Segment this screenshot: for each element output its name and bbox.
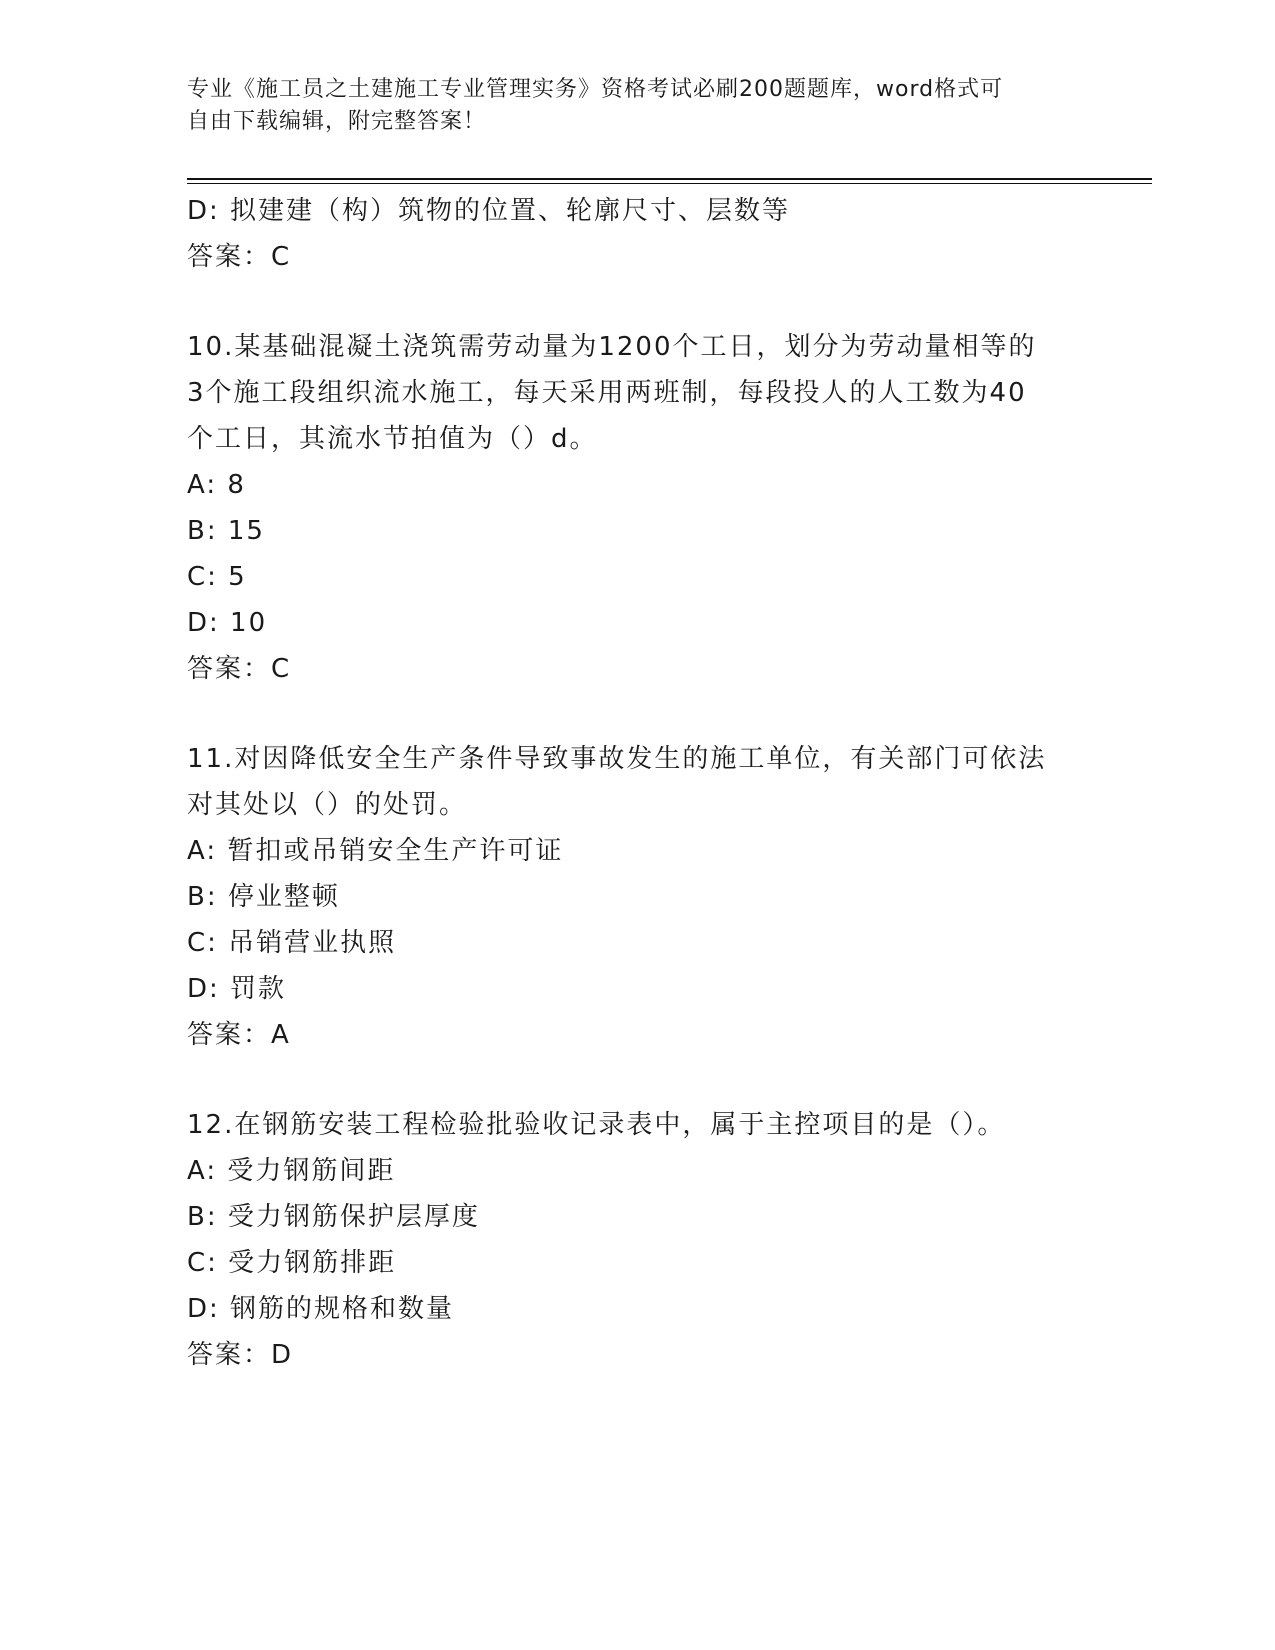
option-d: D: 罚款 <box>187 974 287 1004</box>
document-header <box>187 74 1067 138</box>
question-stem-line: 12.在钢筋安装工程检验批验收记录表中，属于主控项目的是（）。 <box>187 1110 1006 1140</box>
header-divider-thin <box>187 183 1152 184</box>
answer: 答案：A <box>187 1020 291 1050</box>
question-list <box>187 188 1107 1378</box>
option-d: D: 拟建建（构）筑物的位置、轮廓尺寸、层数等 <box>187 196 791 226</box>
answer: 答案：C <box>187 654 292 684</box>
question-stem-line: 11.对因降低安全生产条件导致事故发生的施工单位，有关部门可依法 <box>187 744 1047 774</box>
option-b: B: 受力钢筋保护层厚度 <box>187 1202 480 1232</box>
spacer <box>187 1058 1107 1102</box>
spacer <box>187 280 1107 324</box>
question-stem-line: 3个施工段组织流水施工，每天采用两班制，每段投人的人工数为40 <box>187 378 1027 408</box>
answer: 答案：D <box>187 1340 294 1370</box>
option-b: B: 15 <box>187 516 265 546</box>
option-a: A: 受力钢筋间距 <box>187 1156 396 1186</box>
option-d: D: 钢筋的规格和数量 <box>187 1294 455 1324</box>
question-9-tail <box>187 188 1107 280</box>
question-12 <box>187 1102 1107 1378</box>
question-10 <box>187 324 1107 692</box>
option-c: C: 受力钢筋排距 <box>187 1248 397 1278</box>
option-c: C: 5 <box>187 562 247 592</box>
header-line-1: 专业《施工员之土建施工专业管理实务》资格考试必刷200题题库，word格式可 <box>187 77 1004 102</box>
spacer <box>187 692 1107 736</box>
question-11 <box>187 736 1107 1058</box>
question-stem-line: 对其处以（）的处罚。 <box>187 790 468 820</box>
option-c: C: 吊销营业执照 <box>187 928 397 958</box>
question-stem-line: 10.某基础混凝土浇筑需劳动量为1200个工日，划分为劳动量相等的 <box>187 332 1037 362</box>
option-d: D: 10 <box>187 608 268 638</box>
option-a: A: 暂扣或吊销安全生产许可证 <box>187 836 564 866</box>
question-stem-line: 个工日，其流水节拍值为（）d。 <box>187 424 598 454</box>
option-a: A: 8 <box>187 470 246 500</box>
option-b: B: 停业整顿 <box>187 882 340 912</box>
answer: 答案：C <box>187 242 292 272</box>
header-line-2: 自由下载编辑，附完整答案！ <box>187 109 487 134</box>
header-divider-thick <box>187 178 1152 180</box>
